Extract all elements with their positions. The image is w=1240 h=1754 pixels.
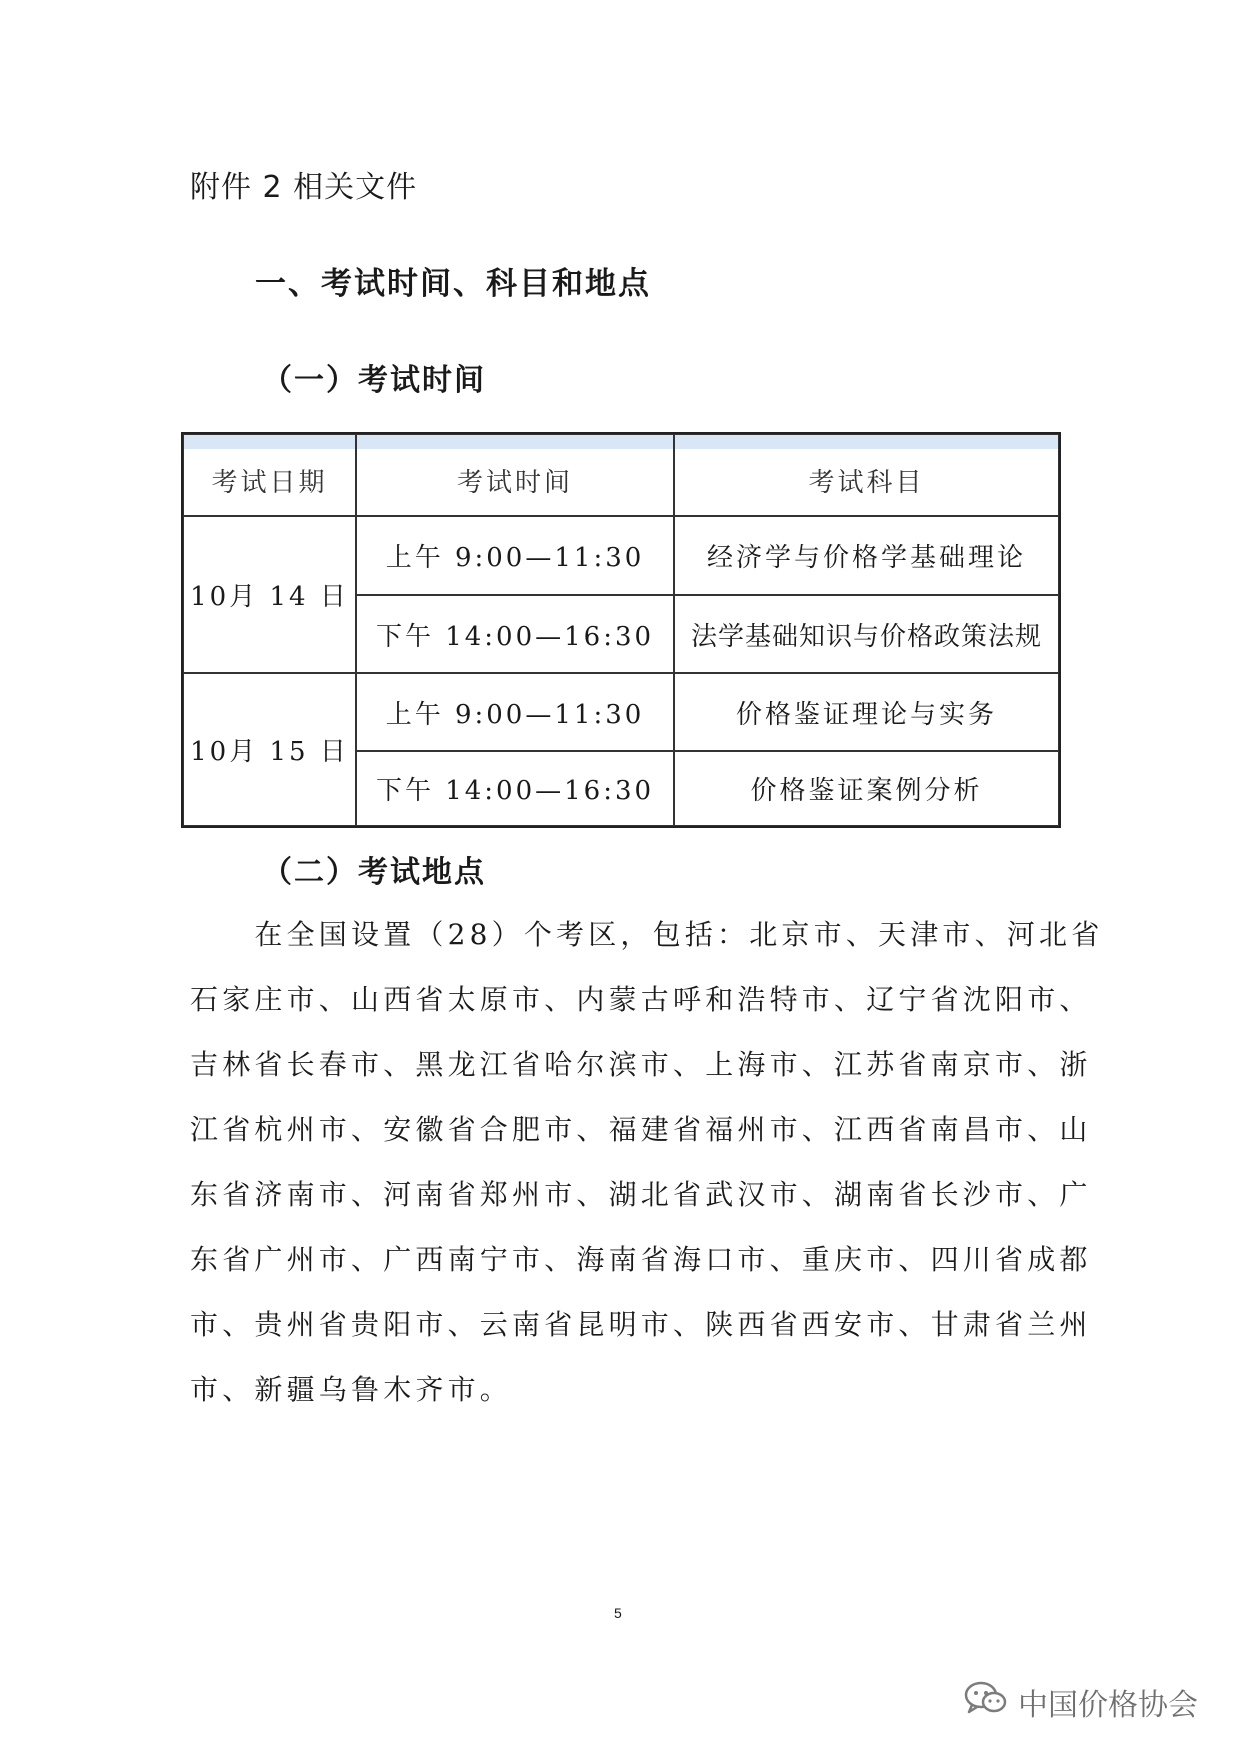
table-cell-subject: 价格鉴证案例分析 xyxy=(674,751,1059,826)
attachment-title: 附件 2 相关文件 xyxy=(190,170,418,205)
wechat-icon xyxy=(964,1680,1008,1724)
table-cell-subject: 价格鉴证理论与实务 xyxy=(674,673,1059,751)
paragraph-line: 吉林省长春市、黑龙江省哈尔滨市、上海市、江苏省南京市、浙 xyxy=(190,1048,1092,1081)
paragraph-line: 市、新疆乌鲁木齐市。 xyxy=(190,1373,513,1406)
table-cell-time: 下午 14:00—16:30 xyxy=(356,751,674,826)
table-cell-date: 10月 15 日 xyxy=(183,673,356,826)
wechat-watermark xyxy=(964,1680,1198,1724)
exam-schedule-table xyxy=(181,432,1061,828)
paragraph-line: 石家庄市、山西省太原市、内蒙古呼和浩特市、辽宁省沈阳市、 xyxy=(190,983,1092,1016)
paragraph-line: 市、贵州省贵阳市、云南省昆明市、陕西省西安市、甘肃省兰州 xyxy=(190,1308,1092,1341)
table-header-subject: 考试科目 xyxy=(674,434,1059,516)
table-cell-date: 10月 14 日 xyxy=(183,516,356,673)
table-header-time: 考试时间 xyxy=(356,434,674,516)
paragraph-line: 东省济南市、河南省郑州市、湖北省武汉市、湖南省长沙市、广 xyxy=(190,1178,1092,1211)
table-cell-subject: 经济学与价格学基础理论 xyxy=(674,516,1059,595)
table-cell-time: 上午 9:00—11:30 xyxy=(356,516,674,595)
table-cell-time: 下午 14:00—16:30 xyxy=(356,595,674,673)
table-cell-subject: 法学基础知识与价格政策法规 xyxy=(674,595,1059,673)
subsection-heading-exam-time: （一）考试时间 xyxy=(262,363,486,398)
table-cell-time: 上午 9:00—11:30 xyxy=(356,673,674,751)
table-header-date: 考试日期 xyxy=(183,434,356,516)
watermark-text: 中国价格协会 xyxy=(1018,1688,1198,1723)
section-heading: 一、考试时间、科目和地点 xyxy=(255,266,651,302)
paragraph-line: 东省广州市、广西南宁市、海南省海口市、重庆市、四川省成都 xyxy=(190,1243,1092,1276)
subsection-heading-exam-location: （二）考试地点 xyxy=(262,855,486,890)
page-number: 5 xyxy=(614,1605,622,1621)
paragraph-line: 在全国设置（28）个考区，包括：北京市、天津市、河北省 xyxy=(190,918,1104,951)
paragraph-line: 江省杭州市、安徽省合肥市、福建省福州市、江西省南昌市、山 xyxy=(190,1113,1092,1146)
